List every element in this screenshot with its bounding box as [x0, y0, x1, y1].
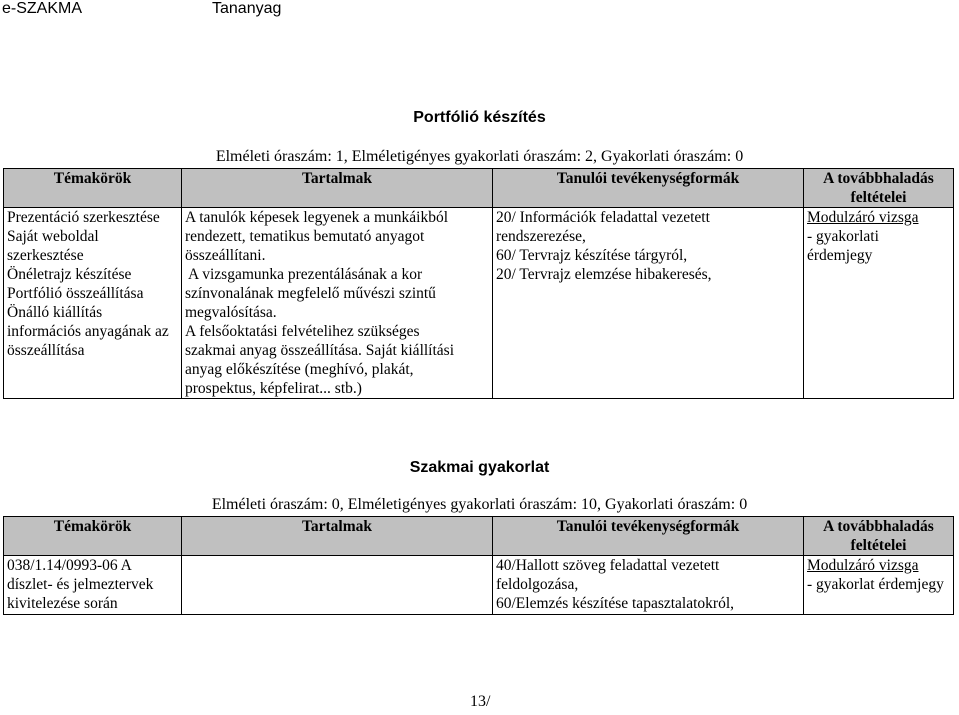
col-topics: Témakörök: [4, 517, 182, 556]
topic-line: Önálló kiállítás: [7, 304, 103, 321]
topic-line: kivitelezése során: [7, 595, 118, 612]
portfolio-title: Portfólió készítés: [413, 109, 546, 126]
condition-line: - gyakorlat érdemjegy: [807, 576, 944, 593]
portfolio-row: [4, 208, 954, 399]
content-line: prospektus, képfelirat... stb.): [185, 380, 362, 397]
col-contents: Tartalmak: [182, 517, 493, 556]
activity-line: rendszerezése,: [496, 228, 586, 245]
portfolio-header-row: [4, 169, 954, 208]
portfolio-conditions-cell: [804, 208, 954, 399]
col-activities: Tanulói tevékenységformák: [493, 517, 804, 556]
topic-line: Saját weboldal: [7, 228, 99, 245]
col-conditions-line1: A továbbhaladás: [823, 170, 934, 187]
condition-line: érdemjegy: [807, 247, 873, 264]
condition-line: Modulzáró vizsga: [807, 209, 919, 226]
topic-line: Portfólió összeállítása: [7, 285, 144, 302]
activity-line: 20/ Információk feladattal vezetett: [496, 209, 710, 226]
practice-topics-cell: [4, 556, 182, 615]
col-conditions-line2: feltételei: [850, 189, 907, 206]
app-name: e-SZAKMA: [2, 0, 83, 17]
activity-line: 60/ Tervrajz készítése tárgyról,: [496, 247, 688, 264]
practice-activities-cell: [493, 556, 804, 615]
activity-line: feldolgozása,: [496, 576, 579, 593]
practice-hours: Elméleti óraszám: 0, Elméletigényes gyakorlati óraszám: 10, Gyakorlati óraszám: 0: [211, 496, 748, 513]
activity-line: 40/Hallott szöveg feladattal vezetett: [496, 557, 720, 574]
practice-contents-cell: [182, 556, 493, 615]
topic-line: Önéletrajz készítése: [7, 266, 132, 283]
content-line: A felsőoktatási felvételihez szükséges: [185, 323, 420, 340]
practice-conditions-cell: [804, 556, 954, 615]
topic-line: információs anyagának az: [7, 323, 169, 340]
col-conditions-line2: feltételei: [850, 537, 907, 554]
col-conditions: [804, 517, 954, 556]
topic-line: összeállítása: [7, 342, 85, 359]
portfolio-table: [3, 168, 954, 399]
topic-line: 038/1.14/0993-06 A: [7, 557, 132, 574]
content-line: A vizsgamunka prezentálásának a kor: [185, 266, 423, 283]
page-number: 13/: [470, 693, 491, 710]
content-line: A tanulók képesek legyenek a munkáikból: [185, 209, 449, 226]
activity-line: 20/ Tervrajz elemzése hibakeresés,: [496, 266, 712, 283]
topic-line: díszlet- és jelmeztervek: [7, 576, 154, 593]
col-contents: Tartalmak: [182, 169, 493, 208]
col-conditions-line1: A továbbhaladás: [823, 518, 934, 535]
portfolio-topics-cell: [4, 208, 182, 399]
portfolio-hours: Elméleti óraszám: 1, Elméletigényes gyakorlati óraszám: 2, Gyakorlati óraszám: 0: [215, 148, 744, 165]
content-line: anyag előkészítése (meghívó, plakát,: [185, 361, 414, 378]
content-line: rendezett, tematikus bemutató anyagot: [185, 228, 425, 245]
section-name: Tananyag: [212, 0, 282, 17]
activity-line: 60/Elemzés készítése tapasztalatokról,: [496, 595, 735, 612]
practice-title: Szakmai gyakorlat: [409, 459, 550, 476]
col-conditions: [804, 169, 954, 208]
topic-line: szerkesztése: [7, 247, 84, 264]
condition-line: - gyakorlati: [807, 228, 879, 245]
portfolio-activities-cell: [493, 208, 804, 399]
practice-row: [4, 556, 954, 615]
condition-line: Modulzáró vizsga: [807, 557, 919, 574]
col-activities: Tanulói tevékenységformák: [493, 169, 804, 208]
topic-line: Prezentáció szerkesztése: [7, 209, 160, 226]
practice-header-row: [4, 517, 954, 556]
content-line: színvonalának megfelelő művészi szintű: [185, 285, 436, 302]
col-topics: Témakörök: [4, 169, 182, 208]
content-line: szakmai anyag összeállítása. Saját kiállítási: [185, 342, 455, 359]
portfolio-contents-cell: [182, 208, 493, 399]
content-line: megvalósítása.: [185, 304, 277, 321]
practice-table: [3, 516, 954, 615]
content-line: összeállítani.: [185, 247, 266, 264]
